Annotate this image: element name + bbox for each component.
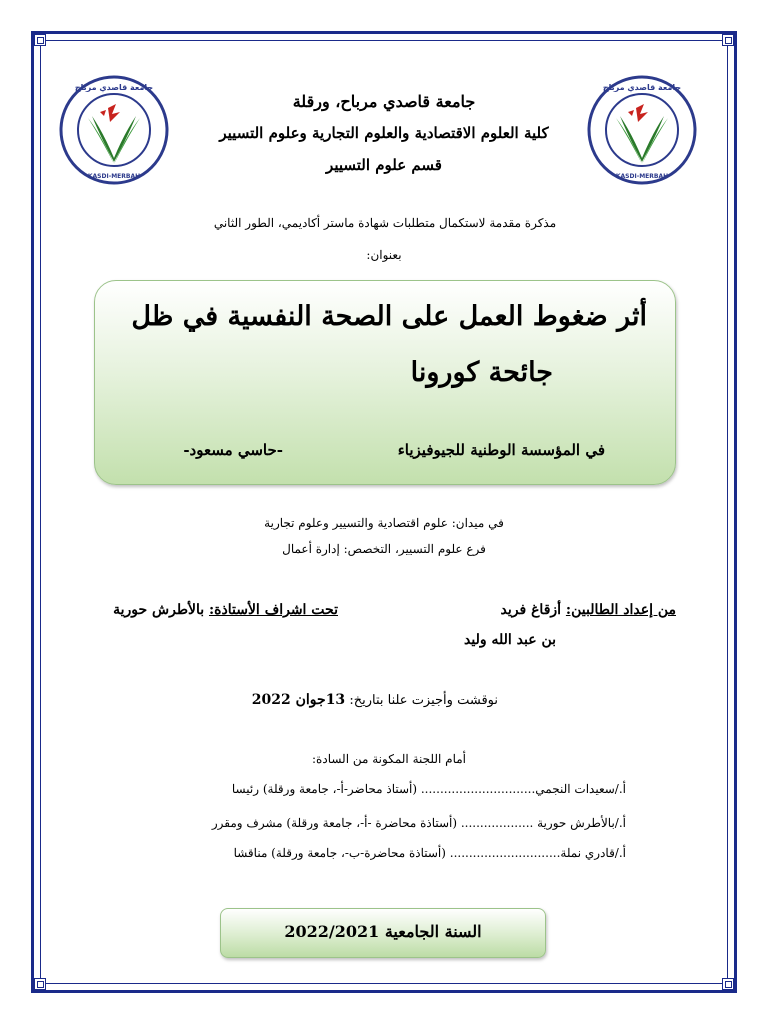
- title-label: بعنوان:: [366, 248, 402, 262]
- university-name: جامعة قاصدي مرباح، ورقلة: [292, 92, 476, 111]
- institution-name: في المؤسسة الوطنية للجيوفيزياء: [397, 441, 605, 459]
- title-box: [94, 280, 676, 485]
- university-logo-right: [586, 74, 698, 186]
- defense-line: [252, 692, 498, 708]
- svg-text:جامعة قاصدي مرباح: جامعة قاصدي مرباح: [74, 83, 154, 92]
- memo-statement: مذكرة مقدمة لاستكمال متطلبات شهادة ماستر أكاديمي، الطور الثاني: [213, 216, 557, 230]
- defense-date: 13جوان 2022: [251, 692, 346, 708]
- student-1: أزقاغ فريد: [500, 602, 562, 618]
- committee-member: أ./سعيدات النجمي.............................. (أستاذ محاضر-أ-، جامعة ورقلة) رئيسا: [231, 782, 626, 796]
- student-2: بن عبد الله وليد: [464, 632, 556, 648]
- svg-text:جامعة قاصدي مرباح: جامعة قاصدي مرباح: [602, 83, 682, 92]
- frame-corner-ornament: [722, 34, 734, 46]
- faculty-name: كلية العلوم الاقتصادية والعلوم التجارية وعلوم التسيير: [219, 124, 549, 142]
- thesis-title-line1: أثر ضغوط العمل على الصحة النفسية في ظل: [131, 301, 647, 332]
- supervisor-label: تحت اشراف الأستاذة:: [208, 602, 338, 618]
- prepared-by: [501, 602, 676, 618]
- university-logo-left: [58, 74, 170, 186]
- frame-corner-ornament: [34, 978, 46, 990]
- frame-corner-ornament: [34, 34, 46, 46]
- committee-member: أ./بالأطرش حورية ................... (أستاذة محاضرة -أ-، جامعة ورقلة) مشرف ومقرر: [211, 816, 626, 830]
- academic-year-box: [220, 908, 546, 958]
- academic-year: السنة الجامعية 2022/2021: [284, 922, 482, 941]
- frame-corner-ornament: [722, 978, 734, 990]
- committee-member: أ./قادري نملة............................. (أستاذة محاضرة-ب-، جامعة ورقلة) مناقشا: [233, 846, 626, 860]
- department-name: قسم علوم التسيير: [326, 156, 442, 174]
- institution-location: -حاسي مسعود-: [183, 441, 283, 459]
- supervisor-name: بالأطرش حورية: [113, 602, 205, 618]
- thesis-title-line2: جائحة كورونا: [410, 357, 553, 388]
- field-domain: في ميدان: علوم اقتصادية والتسيير وعلوم تجارية: [264, 516, 504, 530]
- supervised-by: [113, 602, 338, 618]
- defense-label: نوقشت وأجيزت علنا بتاريخ:: [349, 693, 498, 708]
- field-branch: فرع علوم التسيير، التخصص: إدارة أعمال: [282, 542, 486, 556]
- svg-text:KASDI-MERBAH: KASDI-MERBAH: [615, 173, 669, 180]
- committee-heading: أمام اللجنة المكونة من السادة:: [312, 752, 466, 766]
- svg-text:KASDI-MERBAH: KASDI-MERBAH: [87, 173, 141, 180]
- prepared-by-label: من إعداد الطالبين:: [565, 602, 676, 618]
